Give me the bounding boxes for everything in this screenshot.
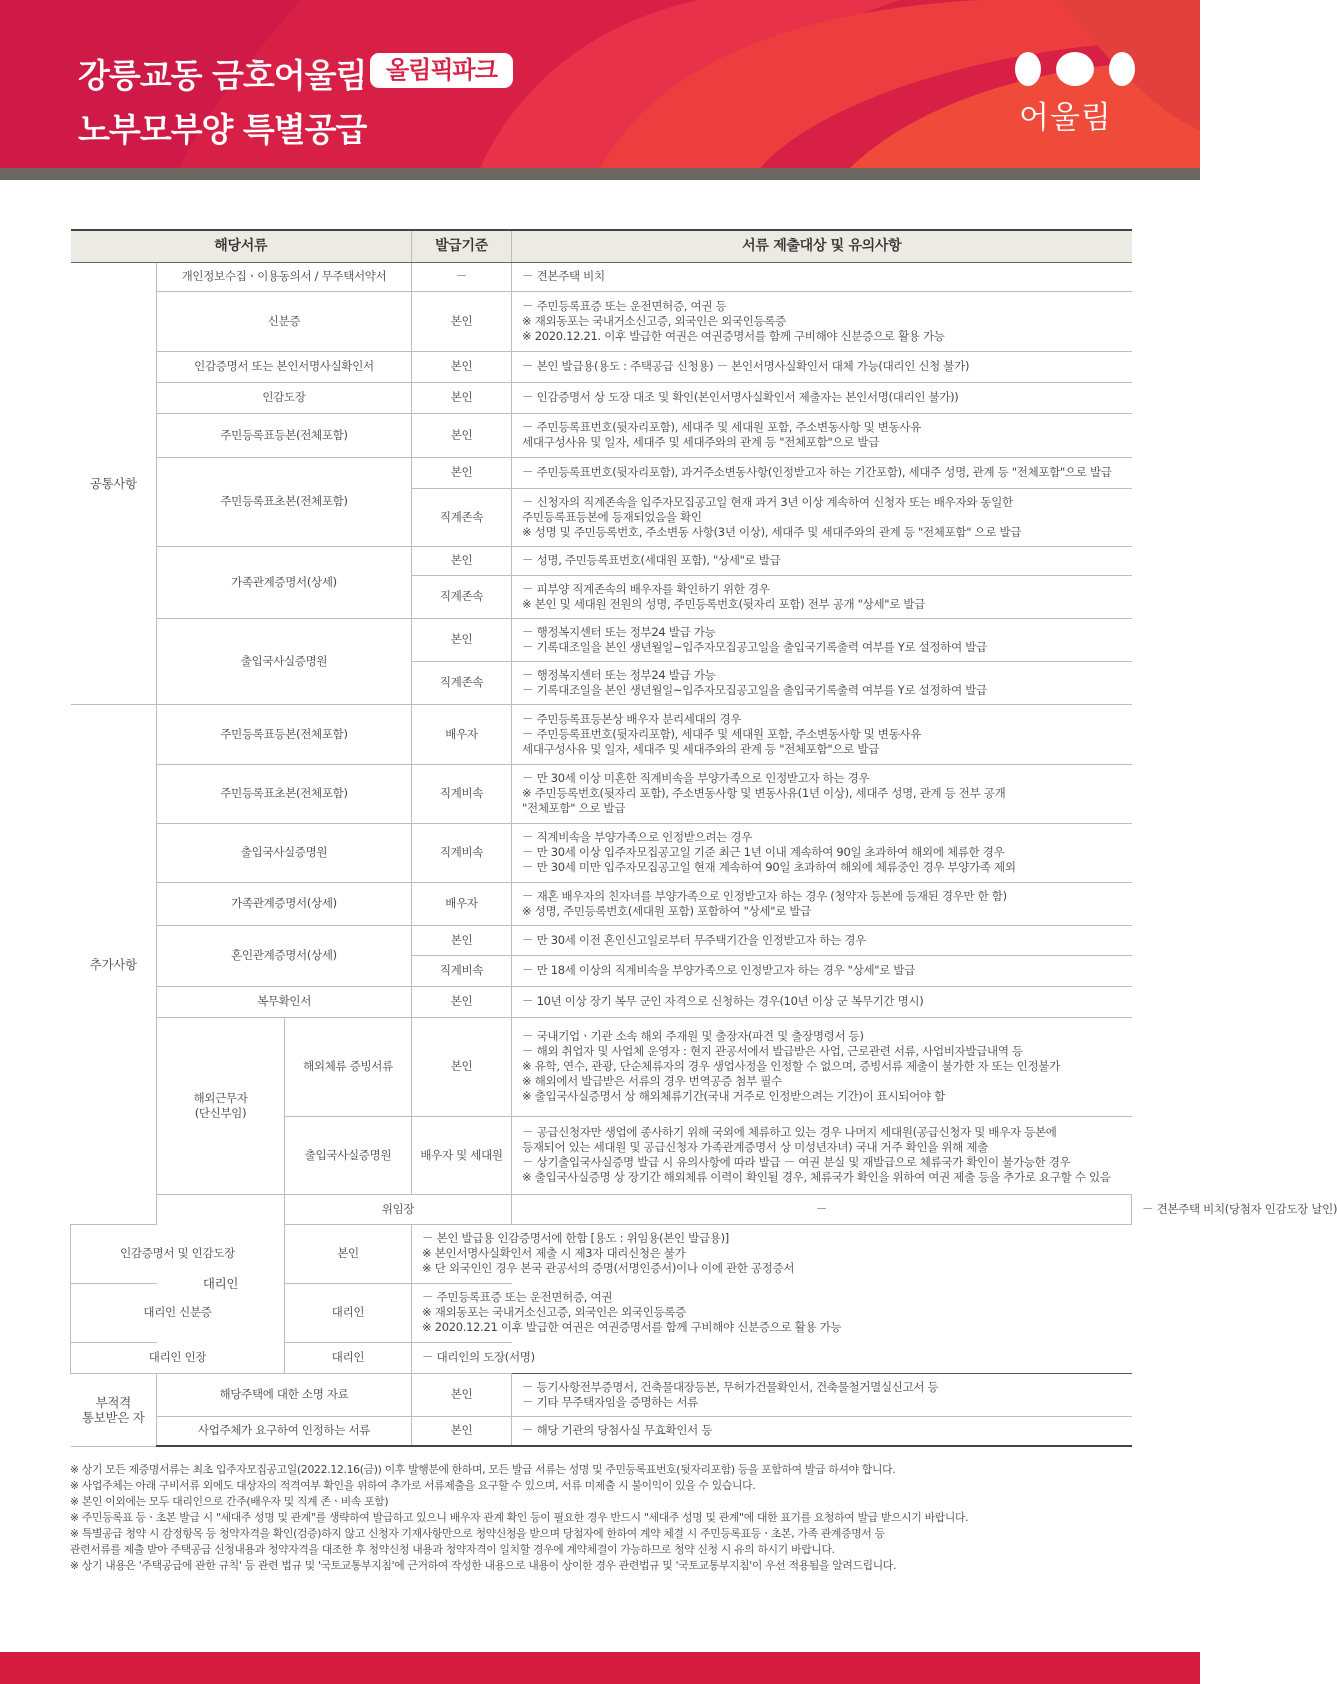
notes-cell: － 주민등록표번호(뒷자리포함), 과거주소변동사항(인정받고자 하는 기간포함), 세대주 성명, 관계 등 "전체포함"으로 발급 <box>512 457 1132 488</box>
doc-cell: 신분증 <box>157 291 412 351</box>
table-row <box>71 291 1132 351</box>
header-banner <box>0 0 1200 168</box>
std-cell: － <box>412 262 512 291</box>
table-row <box>71 546 1132 575</box>
table-row <box>71 704 1132 764</box>
std-cell: 본인 <box>412 413 512 457</box>
category-agent: 대리인 <box>157 1194 285 1373</box>
notes-cell: － 주민등록표증 또는 운전면허증, 여권 ※ 재외동포는 국내거소신고증, 외국인은 외국인등록증 ※ 2020.12.21 이후 발급한 여권은 여권증명서를 함께 구비해야 신분증으로 활용 가능 <box>412 1283 512 1342</box>
footnote: ※ 사업주체는 아래 구비서류 외에도 대상자의 적격여부 확인을 위하여 추가로 서류제출을 요구할 수 있으며, 서류 미제출 시 불이익이 있을 수 있습니다. <box>70 1479 756 1492</box>
doc-cell: 주민등록표초본(전체포함) <box>157 764 412 823</box>
notes-cell: － 주민등록표번호(뒷자리포함), 세대주 및 세대원 포함, 주소변동사항 및 변동사유 세대구성사유 및 일자, 세대주 및 세대주와의 관계 등 "전체포함"으로 발급 <box>512 413 1132 457</box>
notes-cell: － 해당 기관의 당첨사실 무효확인서 등 <box>512 1416 1132 1446</box>
table-row <box>71 1416 1132 1446</box>
table-row <box>71 618 1132 661</box>
notes-cell: － 국내기업ㆍ기관 소속 해외 주재원 및 출장자(파견 및 출장명령서 등) － 해외 취업자 및 사업체 운영자 : 현지 관공서에서 발급받은 사업, 근로관련 서류, 사업비자발급내역 등 ※ 유학, 연수, 관광, 단순체류자의 경우 생업사정을 인정할 수 없으며, 증빙서류 제출이 불가한 자 또는 인정불가 ※ 해외에서 발급받은 서류의 경우 번역공증 첨부 필수 ※ 출입국사실증명서 상 해외체류기간(국내 거주로 인정받으려는 기간)이 표시되어야 함 <box>512 1017 1132 1116</box>
std-cell: 본인 <box>412 1373 512 1416</box>
notes-cell: － 피부양 직계존속의 배우자를 확인하기 위한 경우 ※ 본인 및 세대원 전원의 성명, 주민등록번호(뒷자리 포함) 전부 공개 "상세"로 발급 <box>512 575 1132 618</box>
notes-cell: － 직계비속을 부양가족으로 인정받으려는 경우 － 만 30세 이상 입주자모집공고일 기준 최근 1년 이내 계속하여 90일 초과하여 해외에 체류한 경우 － 만 30세 미만 입주자모집공고일 현재 계속하여 90일 초과하여 해외에 체류중인 경우 부양가족 제외 <box>512 823 1132 882</box>
doc-cell: 혼인관계증명서(상세) <box>157 925 412 986</box>
notes-cell: － 본인 발급용(용도 : 주택공급 신청용) － 본인서명사실확인서 대체 가능(대리인 신청 불가) <box>512 351 1132 382</box>
footer-bar <box>0 1652 1200 1684</box>
std-cell: 본인 <box>412 291 512 351</box>
table-row <box>71 457 1132 488</box>
notes-cell: － 본인 발급용 인감증명서에 한함 [용도 : 위임용(본인 발급용)] ※ 본인서명사실확인서 제출 시 제3자 대리신청은 불가 ※ 단 외국인인 경우 본국 관공서의 증명(서명인증서)이나 이에 관한 공정증서 <box>412 1224 512 1283</box>
std-cell: 직계비속 <box>412 955 512 986</box>
header-divider <box>0 168 1200 180</box>
std-cell: 대리인 <box>285 1283 412 1342</box>
doc-cell: 출입국사실증명원 <box>157 618 412 704</box>
table-row <box>71 262 1132 291</box>
std-cell: 본인 <box>412 1416 512 1446</box>
table-row <box>71 382 1132 413</box>
table-row <box>71 351 1132 382</box>
header-document: 해당서류 <box>71 230 412 262</box>
doc-cell: 인감증명서 및 인감도장 <box>71 1224 285 1283</box>
title-line-1: 강릉교동 금호어울림 <box>78 56 367 95</box>
notes-cell: － 행정복지센터 또는 정부24 발급 가능 － 기록대조일을 본인 생년월일~입주자모집공고일을 출입국기록출력 여부를 Y로 설정하여 발급 <box>512 661 1132 704</box>
doc-cell: 가족관계증명서(상세) <box>157 546 412 618</box>
category-common: 공통사항 <box>71 262 157 704</box>
notes-cell: － 공급신청자만 생업에 종사하기 위해 국외에 체류하고 있는 경우 나머지 세대원(공급신청자 및 배우자 등본에 등재되어 있는 세대원 및 공급신청자 가족관계증명서 상 미성년자녀) 국내 거주 확인을 위해 제출 － 상기출입국사실증명 발급 시 유의사항에 따라 발급 － 여권 분실 및 재발급으로 체류국가 확인이 불가능한 경우 ※ 출입국사실증명 상 장기간 해외체류 이력이 확인될 경우, 체류국가 확인을 위하여 여권 제출 등을 추가로 요구할 수 있음 <box>512 1116 1132 1194</box>
notes-cell: － 10년 이상 장기 복무 군인 자격으로 신청하는 경우(10년 이상 군 복무기간 명시) <box>512 986 1132 1017</box>
std-cell: 배우자 <box>412 704 512 764</box>
std-cell: 본인 <box>412 925 512 955</box>
table-row <box>71 1283 1132 1342</box>
header-standard: 발급기준 <box>412 230 512 262</box>
doc-cell: 해외체류 증빙서류 <box>285 1017 412 1116</box>
std-cell: 본인 <box>412 986 512 1017</box>
table-row <box>71 1373 1132 1416</box>
doc-cell: 출입국사실증명원 <box>157 823 412 882</box>
std-cell: 배우자 및 세대원 <box>412 1116 512 1194</box>
doc-cell: 출입국사실증명원 <box>285 1116 412 1194</box>
footnote: 관련서류를 제출 받아 주택공급 신청내용과 청약자격을 대조한 후 청약신청 내용과 청약자격이 일치할 경우에 계약체결이 가능하므로 청약 신청 시 유의 하시기 바랍니다. <box>70 1543 835 1556</box>
category-ineligible: 부적격 통보받은 자 <box>71 1373 157 1446</box>
table-row <box>71 413 1132 457</box>
table-header-row <box>71 230 1132 262</box>
doc-cell: 주민등록표등본(전체포함) <box>157 413 412 457</box>
table-row <box>71 882 1132 925</box>
footnote: ※ 특별공급 청약 시 감정항목 등 청약자격을 확인(검증)하지 않고 신청자 기재사항만으로 청약신청을 받으며 당첨자에 한하여 계약 체결 시 주민등록표등ㆍ초본, 가족 관계증명서 등 <box>70 1527 885 1540</box>
notes-cell: － 주민등록표등본상 배우자 분리세대의 경우 － 주민등록표번호(뒷자리포함), 세대주 및 세대원 포함, 주소변동사항 및 변동사유 세대구성사유 및 일자, 세대주 및 세대주와의 관계 등 "전체포함"으로 발급 <box>512 704 1132 764</box>
std-cell: 본인 <box>412 618 512 661</box>
notes-cell: － 신청자의 직계존속을 입주자모집공고일 현재 과거 3년 이상 계속하여 신청자 또는 배우자와 동일한 주민등록표등본에 등재되었음을 확인 ※ 성명 및 주민등록번호, 주소변동 사항(3년 이상), 세대주 및 세대주와의 관계 등 "전체포함" 으로 발급 <box>512 488 1132 546</box>
notes-cell: － 인감증명서 상 도장 대조 및 확인(본인서명사실확인서 제출자는 본인서명(대리인 불가)) <box>512 382 1132 413</box>
overseas-worker-cell: 해외근무자 (단신부임) <box>157 1017 285 1194</box>
table-row <box>71 1342 1132 1373</box>
std-cell: 본인 <box>412 382 512 413</box>
table-row <box>71 1017 1132 1116</box>
std-cell: 본인 <box>412 546 512 575</box>
std-cell: 대리인 <box>285 1342 412 1373</box>
std-cell: 직계비속 <box>412 823 512 882</box>
std-cell: 직계존속 <box>412 661 512 704</box>
table-row <box>71 925 1132 955</box>
doc-cell: 복무확인서 <box>157 986 412 1017</box>
table-row <box>71 823 1132 882</box>
notes-cell: － 등기사항전부증명서, 건축물대장등본, 무허가건물확인서, 건축물철거멸실신고서 등 － 기타 무주택자임을 증명하는 서류 <box>512 1373 1132 1416</box>
table-row <box>71 986 1132 1017</box>
documents-table <box>70 229 1337 1447</box>
notes-cell: － 행정복지센터 또는 정부24 발급 가능 － 기록대조일을 본인 생년월일~입주자모집공고일을 출입국기록출력 여부를 Y로 설정하여 발급 <box>512 618 1132 661</box>
logo-dot-icon <box>1109 52 1135 86</box>
doc-cell: 대리인 인장 <box>71 1342 285 1373</box>
title-line-2: 노부모부양 특별공급 <box>78 110 367 149</box>
table-row <box>71 764 1132 823</box>
logo-text: 어울림 <box>1019 100 1112 136</box>
std-cell: 직계존속 <box>412 488 512 546</box>
category-additional: 추가사항 <box>71 704 157 1224</box>
notes-cell: － 성명, 주민등록표번호(세대원 포함), "상세"로 발급 <box>512 546 1132 575</box>
doc-cell: 대리인 신분증 <box>71 1283 285 1342</box>
footnote: ※ 상기 내용은 '주택공급에 관한 규칙' 등 관련 법규 및 '국토교통부지침'에 근거하여 작성한 내용으로 내용이 상이한 경우 관련법규 및 '국토교통부지침'이 우선 적용됨을 알려드립니다. <box>70 1559 897 1572</box>
doc-cell: 인감증명서 또는 본인서명사실확인서 <box>157 351 412 382</box>
std-cell: － <box>512 1194 1132 1224</box>
doc-cell: 해당주택에 대한 소명 자료 <box>157 1373 412 1416</box>
doc-cell: 가족관계증명서(상세) <box>157 882 412 925</box>
doc-cell: 위임장 <box>285 1194 512 1224</box>
std-cell: 본인 <box>412 1017 512 1116</box>
notes-cell: － 재혼 배우자의 친자녀를 부양가족으로 인정받고자 하는 경우 (청약자 등본에 등재된 경우만 한 함) ※ 성명, 주민등록번호(세대원 포함) 포함하여 "상세"로 발급 <box>512 882 1132 925</box>
footnote: ※ 주민등록표 등ㆍ초본 발급 시 "세대주 성명 및 관계"를 생략하여 발급하고 있으니 배우자 관계 확인 등이 필요한 경우 반드시 "세대주 성명 및 관계"에 대한 표기를 요청하여 발급 받으시기 바랍니다. <box>70 1511 969 1524</box>
notes-cell: － 만 30세 이전 혼인신고일로부터 무주택기간을 인정받고자 하는 경우 <box>512 925 1132 955</box>
footnotes <box>70 1462 1140 1574</box>
doc-cell: 주민등록표등본(전체포함) <box>157 704 412 764</box>
doc-cell: 인감도장 <box>157 382 412 413</box>
std-cell: 배우자 <box>412 882 512 925</box>
notes-cell: － 만 30세 이상 미혼한 직계비속을 부양가족으로 인정받고자 하는 경우 ※ 주민등록번호(뒷자리 포함), 주소변동사항 및 변동사유(1년 이상), 세대주 성명, 관계 등 전부 공개 "전체포함" 으로 발급 <box>512 764 1132 823</box>
doc-cell: 사업주체가 요구하여 인정하는 서류 <box>157 1416 412 1446</box>
notes-cell: － 견본주택 비치 <box>512 262 1132 291</box>
doc-cell: 개인정보수집ㆍ이용동의서 / 무주택서약서 <box>157 262 412 291</box>
std-cell: 본인 <box>285 1224 412 1283</box>
std-cell: 직계존속 <box>412 575 512 618</box>
std-cell: 본인 <box>412 351 512 382</box>
notes-cell: － 주민등록표증 또는 운전면허증, 여권 등 ※ 재외동포는 국내거소신고증, 외국인은 외국인등록증 ※ 2020.12.21. 이후 발급한 여권은 여권증명서를 함께 구비해야 신분증으로 활용 가능 <box>512 291 1132 351</box>
std-cell: 직계비속 <box>412 764 512 823</box>
notes-cell: － 대리인의 도장(서명) <box>412 1342 512 1373</box>
brand-logo <box>1015 52 1135 136</box>
table-row: 대리인 위임장 － － 견본주택 비치(당첨자 인감도장 날인) <box>71 1194 1132 1224</box>
std-cell: 본인 <box>412 457 512 488</box>
footnote: ※ 본인 이외에는 모두 대리인으로 간주(배우자 및 직계 존ㆍ비속 포함) <box>70 1495 389 1508</box>
notes-cell: － 만 18세 이상의 직계비속을 부양가족으로 인정받고자 하는 경우 "상세"로 발급 <box>512 955 1132 986</box>
header-notes: 서류 제출대상 및 유의사항 <box>512 230 1132 262</box>
complex-name-tag: 올림픽파크 <box>370 53 513 88</box>
logo-dot-icon <box>1015 52 1041 86</box>
table-row <box>71 1224 1132 1283</box>
logo-dot-icon <box>1056 52 1094 86</box>
footnote: ※ 상기 모든 제증명서류는 최초 입주자모집공고일(2022.12.16(금)) 이후 발행분에 한하며, 모든 발급 서류는 성명 및 주민등록표번호(뒷자리포함) 등을 포함하여 발급 하셔야 합니다. <box>70 1463 896 1476</box>
doc-cell: 주민등록표초본(전체포함) <box>157 457 412 546</box>
